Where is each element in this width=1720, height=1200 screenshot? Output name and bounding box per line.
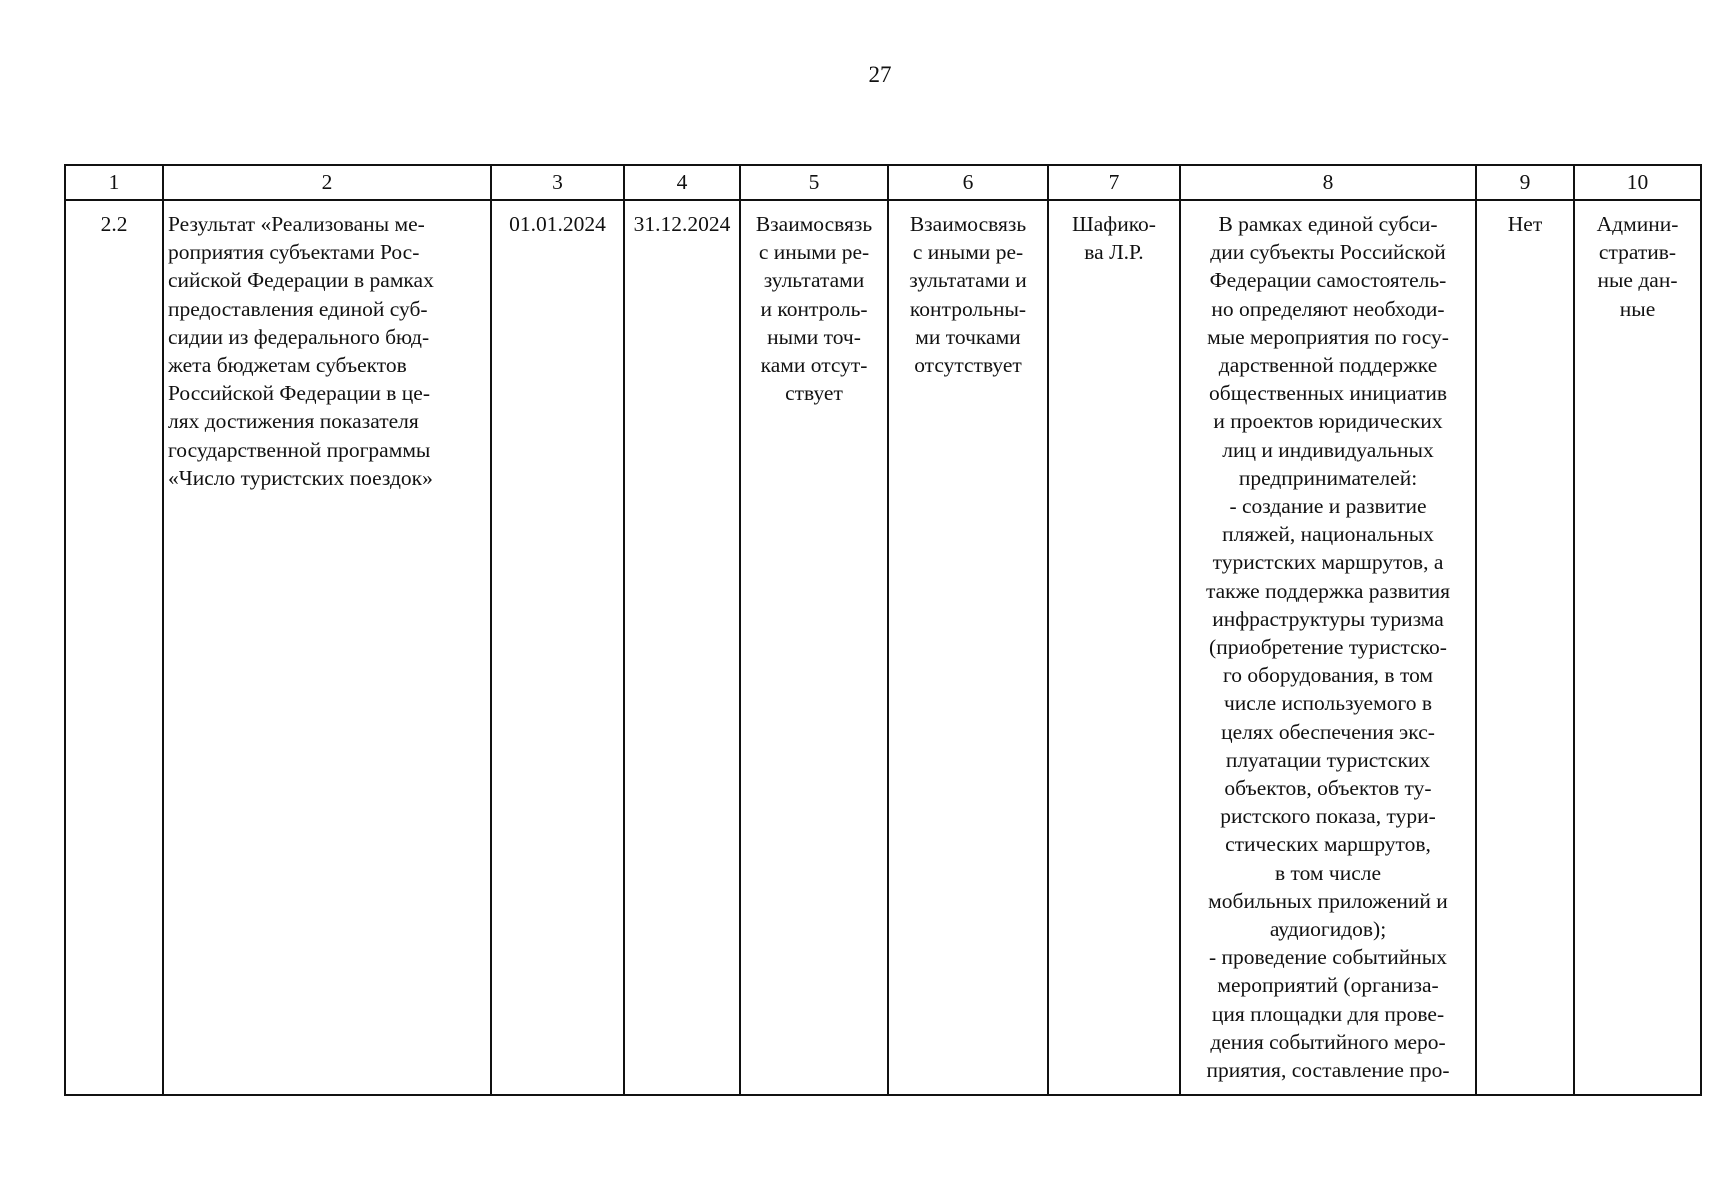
header-cell: 9 [1476, 165, 1574, 200]
relation-cell-6: Взаимосвязь с иными ре- зультатами и контрольны- ми точками отсутствует [888, 200, 1048, 1095]
header-cell: 5 [740, 165, 888, 200]
header-cell: 6 [888, 165, 1048, 200]
table-row [65, 200, 1701, 1095]
start-date-cell: 01.01.2024 [491, 200, 624, 1095]
relation-cell-5: Взаимосвязь с иными ре- зультатами и контроль- ными точ- ками отсут- ствует [740, 200, 888, 1095]
header-cell: 4 [624, 165, 740, 200]
plan-table [64, 164, 1702, 1096]
header-cell: 10 [1574, 165, 1701, 200]
row-number-cell: 2.2 [65, 200, 163, 1095]
description-cell: В рамках единой субси- дии субъекты Российской Федерации самостоятель- но определяют необходи- мые мероприятия по госу- дарственной поддержке общественных инициатив и проектов юридических лиц и индивидуальных предпринимателей: - создание и развитие пляжей, национальных туристских маршрутов, а также поддержка развития инфраструктуры туризма (приобретение туристско- го оборудования, в том числе используемого в целях обеспечения экс- плуатации туристских объектов, объектов ту- ристского показа, тури- стических маршрутов, в том числе мобильных приложений и аудиогидов); - проведение событийных мероприятий (организа- ция площадки для прове- дения событийного меро- приятия, составление про- [1180, 200, 1476, 1095]
flag-cell: Нет [1476, 200, 1574, 1095]
header-cell: 7 [1048, 165, 1180, 200]
header-cell: 3 [491, 165, 624, 200]
data-source-cell: Админи- стратив- ные дан- ные [1574, 200, 1701, 1095]
end-date-cell: 31.12.2024 [624, 200, 740, 1095]
header-row [65, 165, 1701, 200]
page-number: 27 [868, 62, 892, 87]
result-cell: Результат «Реализованы ме- роприятия субъектами Рос- сийской Федерации в рамках предоставления единой суб- сидии из федерального бюд- жета бюджетам субъектов Российской Федерации в це- лях достижения показателя государственной программы «Число туристских поездок» [163, 200, 491, 1095]
responsible-cell: Шафико- ва Л.Р. [1048, 200, 1180, 1095]
header-cell: 1 [65, 165, 163, 200]
header-cell: 8 [1180, 165, 1476, 200]
header-cell: 2 [163, 165, 491, 200]
